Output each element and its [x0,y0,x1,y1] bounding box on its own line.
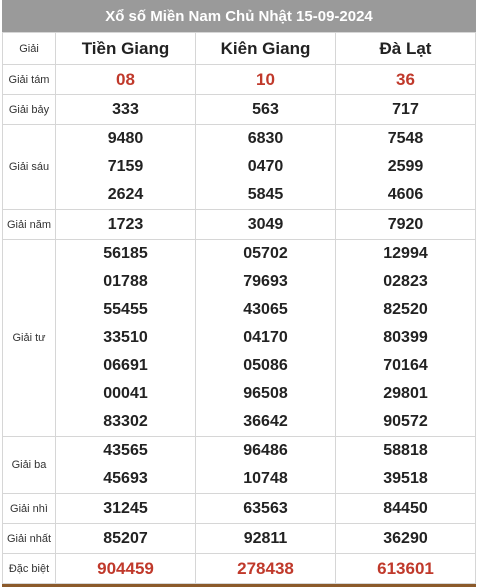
prize-number: 33510 [103,329,148,346]
prize-number: 12994 [383,245,428,262]
prize-cell [336,494,476,524]
results-table [2,32,476,584]
page-title: Xổ số Miền Nam Chủ Nhật 15-09-2024 [2,0,476,32]
prize-label: Giải tư [3,240,56,437]
prize-number: 1723 [107,216,144,233]
prize-number: 96508 [243,385,288,402]
prize-row-special [3,554,476,584]
lottery-results [2,0,476,587]
prize-label: Giải ba [3,437,56,494]
prize-label: Giải nhì [3,494,56,524]
province-header[interactable]: Đà Lạt [336,33,476,65]
prize-row-g6 [3,125,476,210]
province-header[interactable]: Tiền Giang [56,33,196,65]
prize-number: 90572 [383,413,428,430]
prize-number: 58818 [383,442,428,459]
prize-row-g7 [3,95,476,125]
prize-cell [196,65,336,95]
prize-number: 05086 [243,357,288,374]
special-prize-number: 613601 [377,559,434,578]
prize-number: 79693 [243,273,288,290]
prize-number: 45693 [103,470,148,487]
prize-number: 6830 [247,130,284,147]
prize-number: 84450 [383,500,428,517]
prize-number: 56185 [103,245,148,262]
prize-number: 06691 [103,357,148,374]
prize-number: 2624 [107,186,144,203]
prize-number: 00041 [103,385,148,402]
prize-number: 43065 [243,301,288,318]
prize-cell [56,240,196,437]
prize-number: 2599 [387,158,424,175]
prize-cell [196,240,336,437]
prize-cell [336,65,476,95]
prize-cell [196,554,336,584]
prize-number: 563 [252,101,279,118]
prize-number: 3049 [247,216,284,233]
prize-cell [336,125,476,210]
prize-number: 717 [392,101,419,118]
prize-cell [56,125,196,210]
prize-cell [336,95,476,125]
prize-column-header: Giải [3,33,56,65]
special-prize-number: 904459 [97,559,154,578]
prize-label: Giải nhất [3,524,56,554]
prize-cell [336,210,476,240]
prize-cell [56,210,196,240]
prize-number: 9480 [107,130,144,147]
prize-label: Đặc biệt [3,554,56,584]
prize-cell [196,210,336,240]
prize-number: 39518 [383,470,428,487]
prize-cell [56,524,196,554]
prize-number: 08 [116,70,135,89]
prize-number: 70164 [383,357,428,374]
prize-number: 36290 [383,530,428,547]
prize-cell [196,125,336,210]
prize-label: Giải tám [3,65,56,95]
prize-number: 02823 [383,273,428,290]
prize-number: 10748 [243,470,288,487]
prize-number: 01788 [103,273,148,290]
prize-row-g2 [3,494,476,524]
prize-cell [336,524,476,554]
prize-label: Giải sáu [3,125,56,210]
prize-row-g1 [3,524,476,554]
prize-label: Giải bảy [3,95,56,125]
prize-number: 80399 [383,329,428,346]
prize-label: Giải năm [3,210,56,240]
prize-number: 05702 [243,245,288,262]
prize-number: 7159 [107,158,144,175]
prize-number: 83302 [103,413,148,430]
prize-cell [56,554,196,584]
prize-number: 7548 [387,130,424,147]
prize-number: 5845 [247,186,284,203]
prize-cell [196,524,336,554]
prize-number: 85207 [103,530,148,547]
prize-row-g8 [3,65,476,95]
prize-cell [336,554,476,584]
prize-number: 10 [256,70,275,89]
prize-cell [336,240,476,437]
prize-number: 55455 [103,301,148,318]
prize-number: 7920 [387,216,424,233]
prize-number: 04170 [243,329,288,346]
prize-number: 92811 [243,530,288,547]
prize-row-g5 [3,210,476,240]
prize-cell [196,95,336,125]
prize-number: 43565 [103,442,148,459]
prize-row-g4 [3,240,476,437]
prize-row-g3 [3,437,476,494]
prize-cell [336,437,476,494]
prize-number: 4606 [387,186,424,203]
prize-number: 36642 [243,413,288,430]
prize-number: 96486 [243,442,288,459]
prize-number: 82520 [383,301,428,318]
prize-cell [56,95,196,125]
prize-number: 0470 [247,158,284,175]
prize-number: 31245 [103,500,148,517]
prize-cell [56,494,196,524]
prize-number: 29801 [383,385,428,402]
province-header[interactable]: Kiên Giang [196,33,336,65]
prize-number: 63563 [243,500,288,517]
prize-cell [196,494,336,524]
table-header-row [3,33,476,65]
prize-number: 333 [112,101,139,118]
special-prize-number: 278438 [237,559,294,578]
prize-cell [56,437,196,494]
prize-cell [196,437,336,494]
prize-cell [56,65,196,95]
prize-number: 36 [396,70,415,89]
